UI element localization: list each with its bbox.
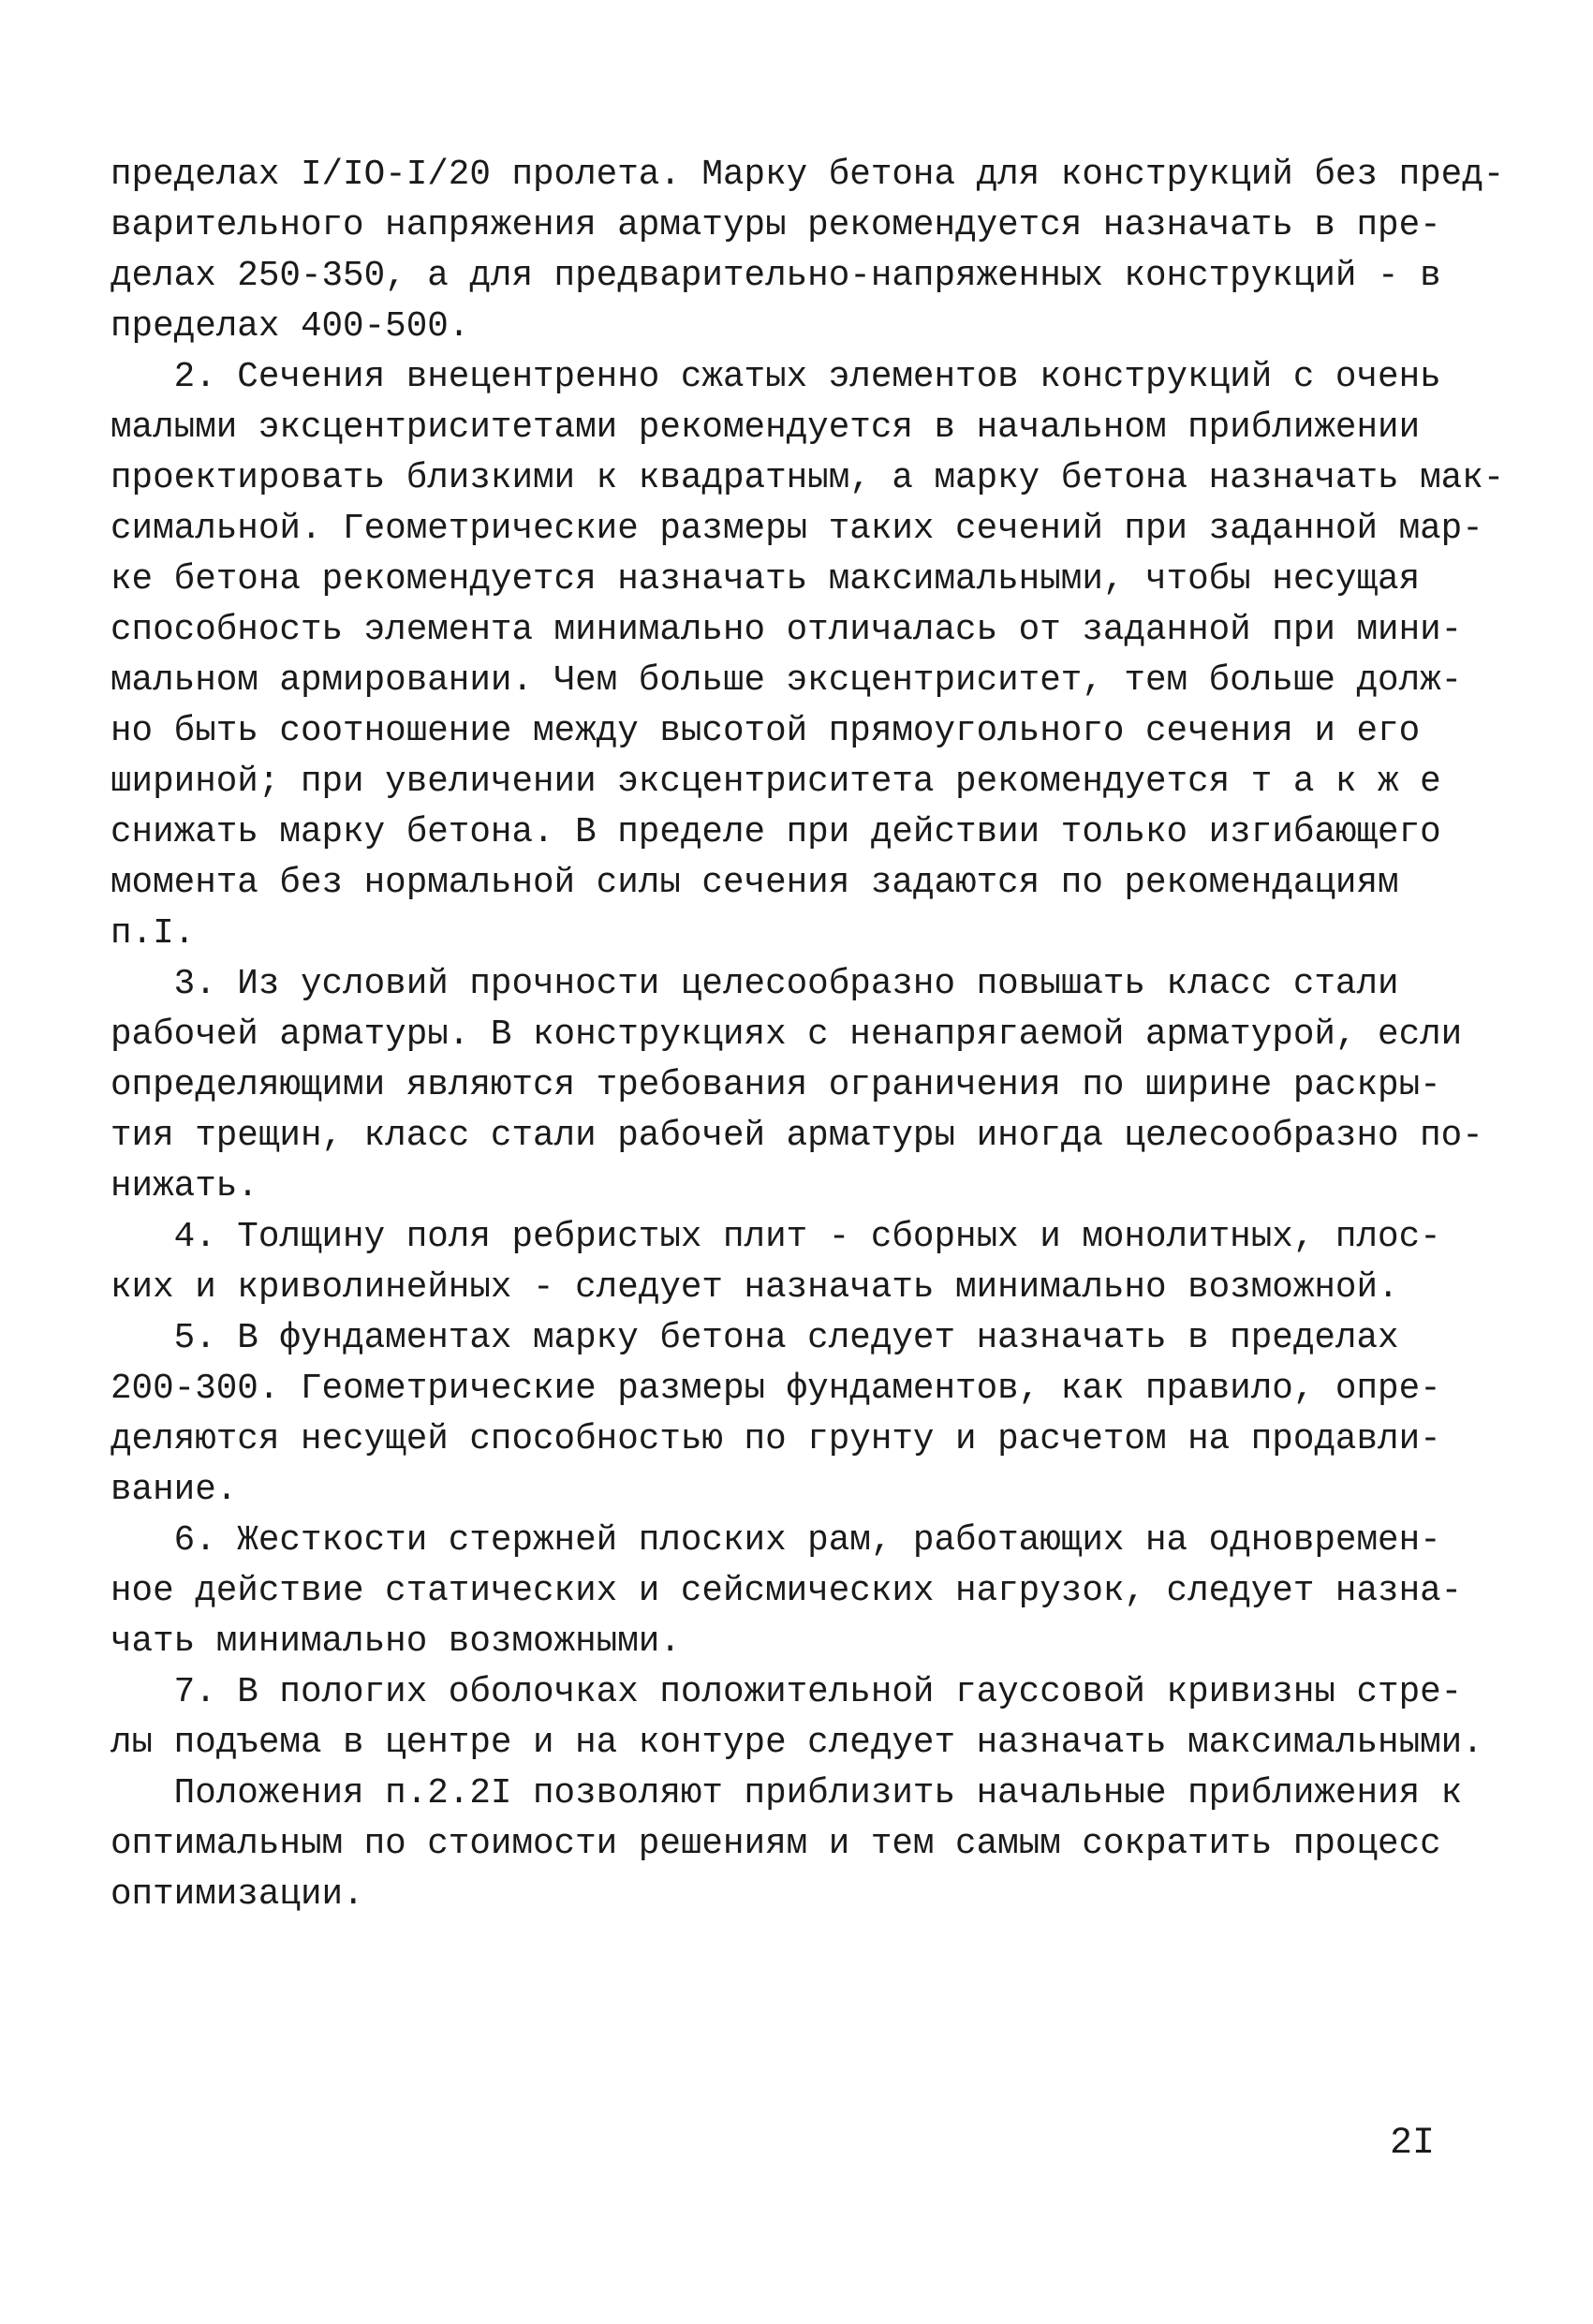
- text-line: чать минимально возможными.: [111, 1622, 681, 1662]
- document-body: [111, 150, 1505, 1920]
- text-line: 4. Толщину поля ребристых плит - сборных и монолитных, плос-: [111, 1218, 1441, 1257]
- text-line: пределах 400-500.: [111, 307, 470, 347]
- text-line: оптимальным по стоимости решениям и тем самым сократить процесс: [111, 1825, 1441, 1864]
- text-line: ких и криволинейных - следует назначать минимально возможной.: [111, 1268, 1399, 1308]
- text-line: Положения п.2.2I позволяют приблизить начальные приближения к: [111, 1774, 1463, 1813]
- text-line: нижать.: [111, 1167, 258, 1206]
- text-line: момента без нормальной силы сечения задаются по рекомендациям: [111, 864, 1399, 903]
- text-line: рабочей арматуры. В конструкциях с ненапрягаемой арматурой, если: [111, 1015, 1463, 1055]
- text-line: мальном армировании. Чем больше эксцентриситет, тем больше долж-: [111, 661, 1463, 701]
- text-line: 7. В пологих оболочках положительной гауссовой кривизны стре-: [111, 1673, 1463, 1712]
- text-line: 200-300. Геометрические размеры фундаментов, как правило, опре-: [111, 1369, 1441, 1409]
- text-line: оптимизации.: [111, 1875, 364, 1915]
- text-line: ное действие статических и сейсмических нагрузок, следует назна-: [111, 1572, 1463, 1611]
- text-line: варительного напряжения арматуры рекомендуется назначать в пре-: [111, 206, 1441, 245]
- text-line: симальной. Геометрические размеры таких сечений при заданной мар-: [111, 510, 1483, 549]
- text-line: делах 250-350, а для предварительно-напряженных конструкций - в: [111, 257, 1441, 296]
- text-line: деляются несущей способностью по грунту и расчетом на продавли-: [111, 1420, 1441, 1459]
- text-line: снижать марку бетона. В пределе при действии только изгибающего: [111, 813, 1441, 852]
- text-line: п.I.: [111, 914, 196, 954]
- text-line: ке бетона рекомендуется назначать максимальными, чтобы несущая: [111, 560, 1421, 600]
- text-line: малыми эксцентриситетами рекомендуется в начальном приближении: [111, 408, 1421, 448]
- text-line: тия трещин, класс стали рабочей арматуры иногда целесообразно по-: [111, 1117, 1483, 1156]
- text-line: вание.: [111, 1471, 238, 1510]
- text-line: 5. В фундаментах марку бетона следует назначать в пределах: [111, 1319, 1399, 1358]
- page-number: 2I: [1390, 2123, 1436, 2165]
- text-line: но быть соотношение между высотой прямоугольного сечения и его: [111, 712, 1421, 751]
- text-line: лы подъема в центре и на контуре следует назначать максимальными.: [111, 1724, 1483, 1763]
- text-line: проектировать близкими к квадратным, а марку бетона назначать мак-: [111, 459, 1505, 498]
- text-line: способность элемента минимально отличалась от заданной при мини-: [111, 611, 1463, 650]
- text-line: 3. Из условий прочности целесообразно повышать класс стали: [111, 965, 1399, 1004]
- text-line: пределах I/IO-I/20 пролета. Марку бетона для конструкций без пред-: [111, 155, 1505, 195]
- text-line: шириной; при увеличении эксцентриситета рекомендуется т а к ж е: [111, 762, 1441, 802]
- text-line: 2. Сечения внецентренно сжатых элементов конструкций с очень: [111, 358, 1441, 397]
- text-line: определяющими являются требования ограничения по ширине раскры-: [111, 1066, 1441, 1105]
- text-line: 6. Жесткости стержней плоских рам, работающих на одновремен-: [111, 1521, 1441, 1561]
